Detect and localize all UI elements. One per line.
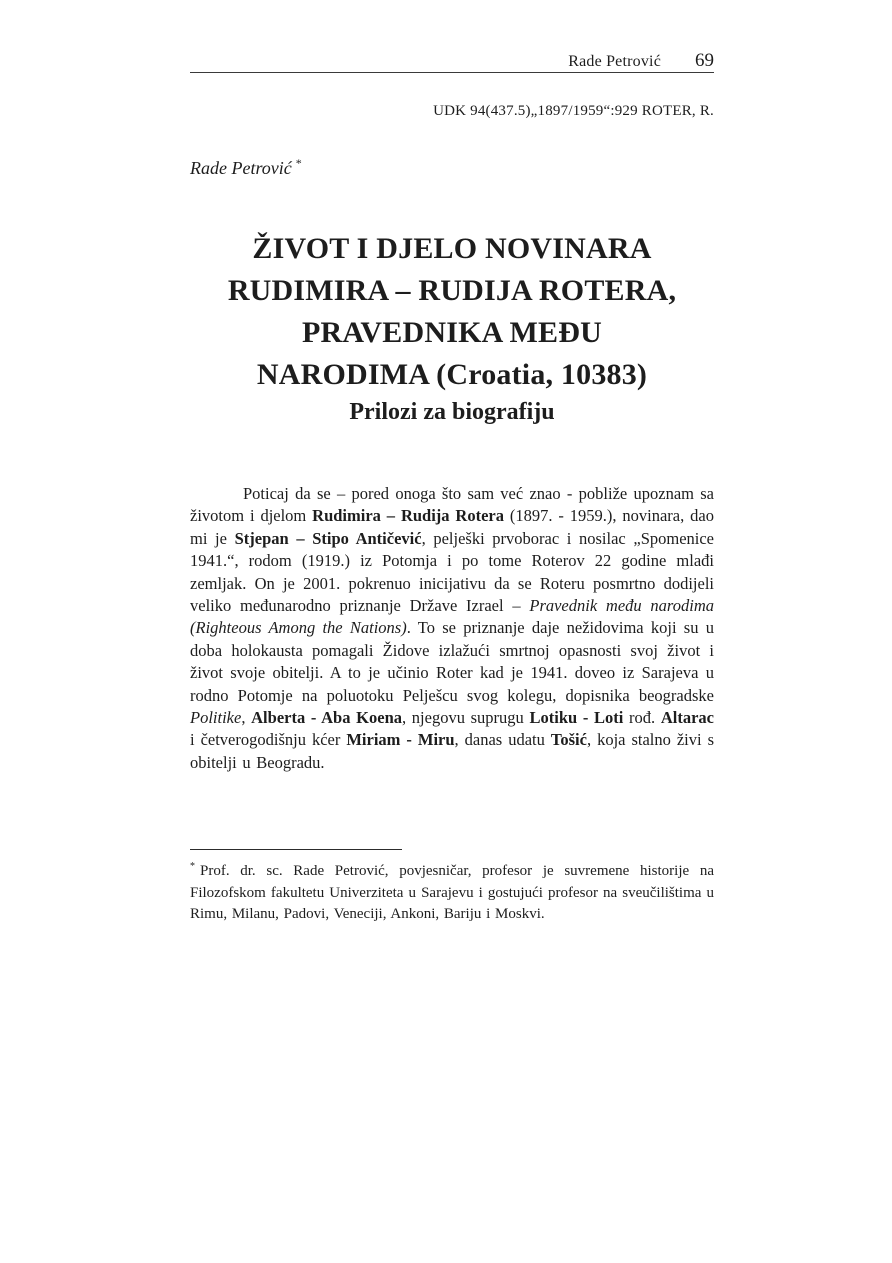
footnote-marker: * <box>190 861 195 872</box>
article-subtitle: Prilozi za biografiju <box>349 399 555 425</box>
header-rule <box>190 72 714 73</box>
article-title-line: NARODIMA (Croatia, 10383) <box>256 358 648 391</box>
author-name: Rade Petrović <box>190 158 292 178</box>
author-byline <box>190 156 714 179</box>
body-paragraph: Poticaj da se – pored onoga što sam već znao - pobliže upoznam sa životom i djelom Rudimira – Rudija Rotera (1897. - 1959.), novinara, dao mi je Stjepan – Stipo Antičević, pelješki prvoborac i nosilac „Spomenice 1941.“, rodom (1919.) iz Potomja i po tome Roterov 22 godine mlađi zemljak. On je 2001. pokrenuo inicijativu da se Roteru posmrtno dodijeli veliko međunarodno priznanje Države Izrael – Pravednik među narodima (Righteous Among the Nations). To se priznanje daje nežidovima koji su u doba holokausta pomagali Židove izlažući smrtnoj opasnosti svoj život i život svoje obitelji. A to je učinio Roter kad je 1941. doveo iz Sarajeva u rodno Potomje na poluotoku Pelješcu svog kolegu, dopisnika beogradske Politike, Alberta - Aba Koena, njegovu suprugu Lotiku - Loti rođ. Altarac i četverogodišnju kćer Miriam - Miru, danas udatu Tošić, koja stalno živi s obitelji u Beogradu. <box>190 484 715 772</box>
author-footnote-marker: * <box>295 156 302 170</box>
footnote-text: Prof. dr. sc. Rade Petrović, povjesničar, profesor je suvremene historije na Filozofskom fakultetu Univerziteta u Sarajevu i gostujući profesor na sveučilištima u Rimu, Milanu, Padovi, Veneciji, Ankoni, Bariju i Moskvi. <box>190 863 714 923</box>
article-title <box>190 228 714 396</box>
running-header-author: Rade Petrović <box>568 53 661 70</box>
footnote <box>190 856 714 926</box>
udk-classification-line: UDK 94(437.5)„1897/1959“:929 ROTER, R. <box>433 103 714 119</box>
page-number: 69 <box>695 50 714 71</box>
running-header <box>190 50 714 72</box>
article-title-line: RUDIMIRA – RUDIJA ROTERA, <box>227 274 677 307</box>
article-title-line: ŽIVOT I DJELO NOVINARA <box>252 232 652 265</box>
footnote-separator-rule <box>190 849 402 850</box>
article-title-line: PRAVEDNIKA MEĐU <box>302 316 602 349</box>
